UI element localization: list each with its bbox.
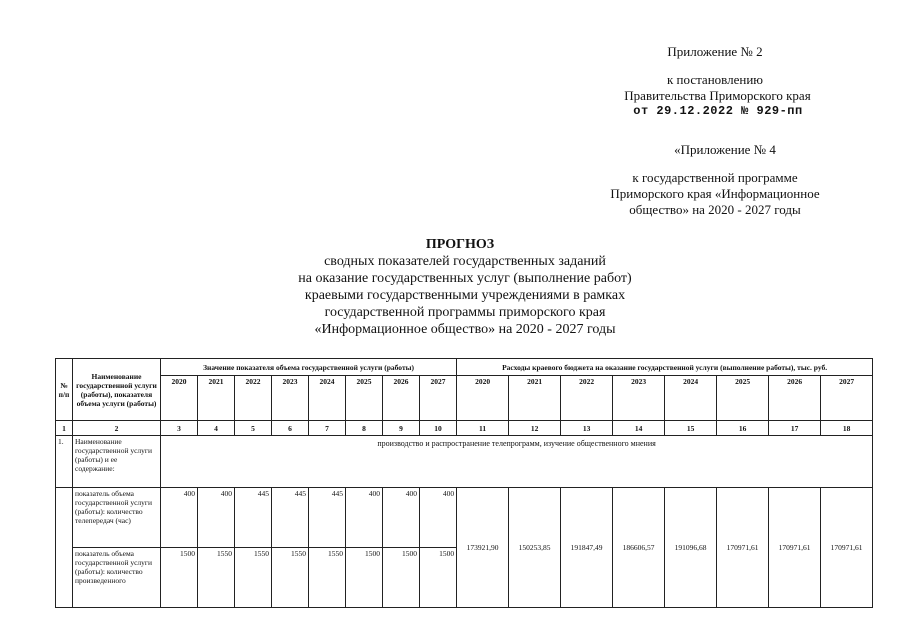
volume-group-header: Значение показателя объема государственной услуги (работы) xyxy=(161,359,457,376)
indicator-2-value: 1500 xyxy=(346,548,383,608)
budget-value: 170971,61 xyxy=(769,488,821,608)
col-number: 10 xyxy=(420,421,457,436)
col-no-header: № п/п xyxy=(56,359,73,421)
title-line-5: «Информационное общество» на 2020 - 2027 годы xyxy=(314,322,616,337)
indicator-1-value: 400 xyxy=(161,488,198,548)
indicator-2-value: 1500 xyxy=(383,548,420,608)
service-content: производство и распространение телепрограмм, изучение общественного мнения xyxy=(161,436,873,488)
table-row-service xyxy=(56,436,873,488)
col-number: 4 xyxy=(198,421,235,436)
year-header: 2020 xyxy=(161,376,198,421)
col-number: 12 xyxy=(509,421,561,436)
indicator-1-value: 400 xyxy=(198,488,235,548)
appendix-2-line-2: Правительства Приморского края xyxy=(624,88,811,103)
appendix-4-line-2: Приморского края «Информационное xyxy=(610,186,820,201)
year-header: 2026 xyxy=(769,376,821,421)
appendix-2-date-stamp: от 29.12.2022 № 929-пп xyxy=(633,104,803,118)
year-header: 2022 xyxy=(235,376,272,421)
row-number: 1. xyxy=(56,436,73,488)
col-number: 16 xyxy=(717,421,769,436)
budget-value: 191847,49 xyxy=(561,488,613,608)
col-name-header: Наименование государственной услуги (работы), показателя объема услуги (работы) xyxy=(73,359,161,421)
title-line-3: краевыми государственными учреждениями в рамках xyxy=(304,288,626,303)
indicator-2-value: 1500 xyxy=(161,548,198,608)
table-row-indicator-1 xyxy=(56,488,873,548)
forecast-table xyxy=(55,358,873,608)
col-number: 17 xyxy=(769,421,821,436)
col-number: 2 xyxy=(73,421,161,436)
col-number: 14 xyxy=(613,421,665,436)
indicator-2-value: 1550 xyxy=(272,548,309,608)
col-number: 1 xyxy=(56,421,73,436)
col-number: 15 xyxy=(665,421,717,436)
appendix-2-title: Приложение № 2 xyxy=(667,44,763,59)
year-header: 2021 xyxy=(198,376,235,421)
budget-value: 150253,85 xyxy=(509,488,561,608)
indicator-2-value: 1550 xyxy=(198,548,235,608)
year-header: 2023 xyxy=(613,376,665,421)
year-header: 2026 xyxy=(383,376,420,421)
budget-value: 170971,61 xyxy=(821,488,873,608)
header-row-groups xyxy=(56,359,873,376)
col-number: 3 xyxy=(161,421,198,436)
title-line-4: государственной программы приморского края xyxy=(324,305,606,320)
col-number: 7 xyxy=(309,421,346,436)
year-header: 2025 xyxy=(717,376,769,421)
year-header: 2020 xyxy=(457,376,509,421)
year-header: 2021 xyxy=(509,376,561,421)
row-number-empty xyxy=(56,488,73,608)
year-header: 2025 xyxy=(346,376,383,421)
document-title: ПРОГНОЗ xyxy=(425,237,495,252)
col-number: 11 xyxy=(457,421,509,436)
budget-group-header: Расходы краевого бюджета на оказание государственной услуги (выполнение работы), тыс. руб. xyxy=(457,359,873,376)
service-label: Наименование государственной услуги (работы) и ее содержание: xyxy=(73,436,161,488)
col-number: 5 xyxy=(235,421,272,436)
indicator-1-label: показатель объема государственной услуги (работы): количество телепередач (час) xyxy=(73,488,161,548)
col-number: 6 xyxy=(272,421,309,436)
budget-value: 173921,90 xyxy=(457,488,509,608)
col-number: 9 xyxy=(383,421,420,436)
indicator-2-value: 1550 xyxy=(235,548,272,608)
indicator-2-label: показатель объема государственной услуги (работы): количество произведенного xyxy=(73,548,161,608)
col-number: 8 xyxy=(346,421,383,436)
year-header: 2022 xyxy=(561,376,613,421)
budget-value: 191096,68 xyxy=(665,488,717,608)
indicator-1-value: 445 xyxy=(235,488,272,548)
appendix-4-line-3: общество» на 2020 - 2027 годы xyxy=(629,202,801,217)
appendix-4-line-1: к государственной программе xyxy=(632,170,798,185)
year-header: 2027 xyxy=(821,376,873,421)
budget-value: 186606,57 xyxy=(613,488,665,608)
indicator-1-value: 400 xyxy=(420,488,457,548)
col-number: 18 xyxy=(821,421,873,436)
appendix-4-title: «Приложение № 4 xyxy=(674,142,776,157)
indicator-1-value: 400 xyxy=(346,488,383,548)
col-number: 13 xyxy=(561,421,613,436)
indicator-2-value: 1500 xyxy=(420,548,457,608)
year-header: 2024 xyxy=(309,376,346,421)
indicator-1-value: 400 xyxy=(383,488,420,548)
year-header: 2023 xyxy=(272,376,309,421)
year-header: 2027 xyxy=(420,376,457,421)
indicator-2-value: 1550 xyxy=(309,548,346,608)
indicator-1-value: 445 xyxy=(272,488,309,548)
year-header: 2024 xyxy=(665,376,717,421)
column-number-row xyxy=(56,421,873,436)
indicator-1-value: 445 xyxy=(309,488,346,548)
appendix-2-line-1: к постановлению xyxy=(666,72,764,87)
budget-value: 170971,61 xyxy=(717,488,769,608)
header-row-years xyxy=(56,376,873,421)
title-line-1: сводных показателей государственных заданий xyxy=(324,254,606,269)
title-line-2: на оказание государственных услуг (выполнение работ) xyxy=(298,271,632,286)
